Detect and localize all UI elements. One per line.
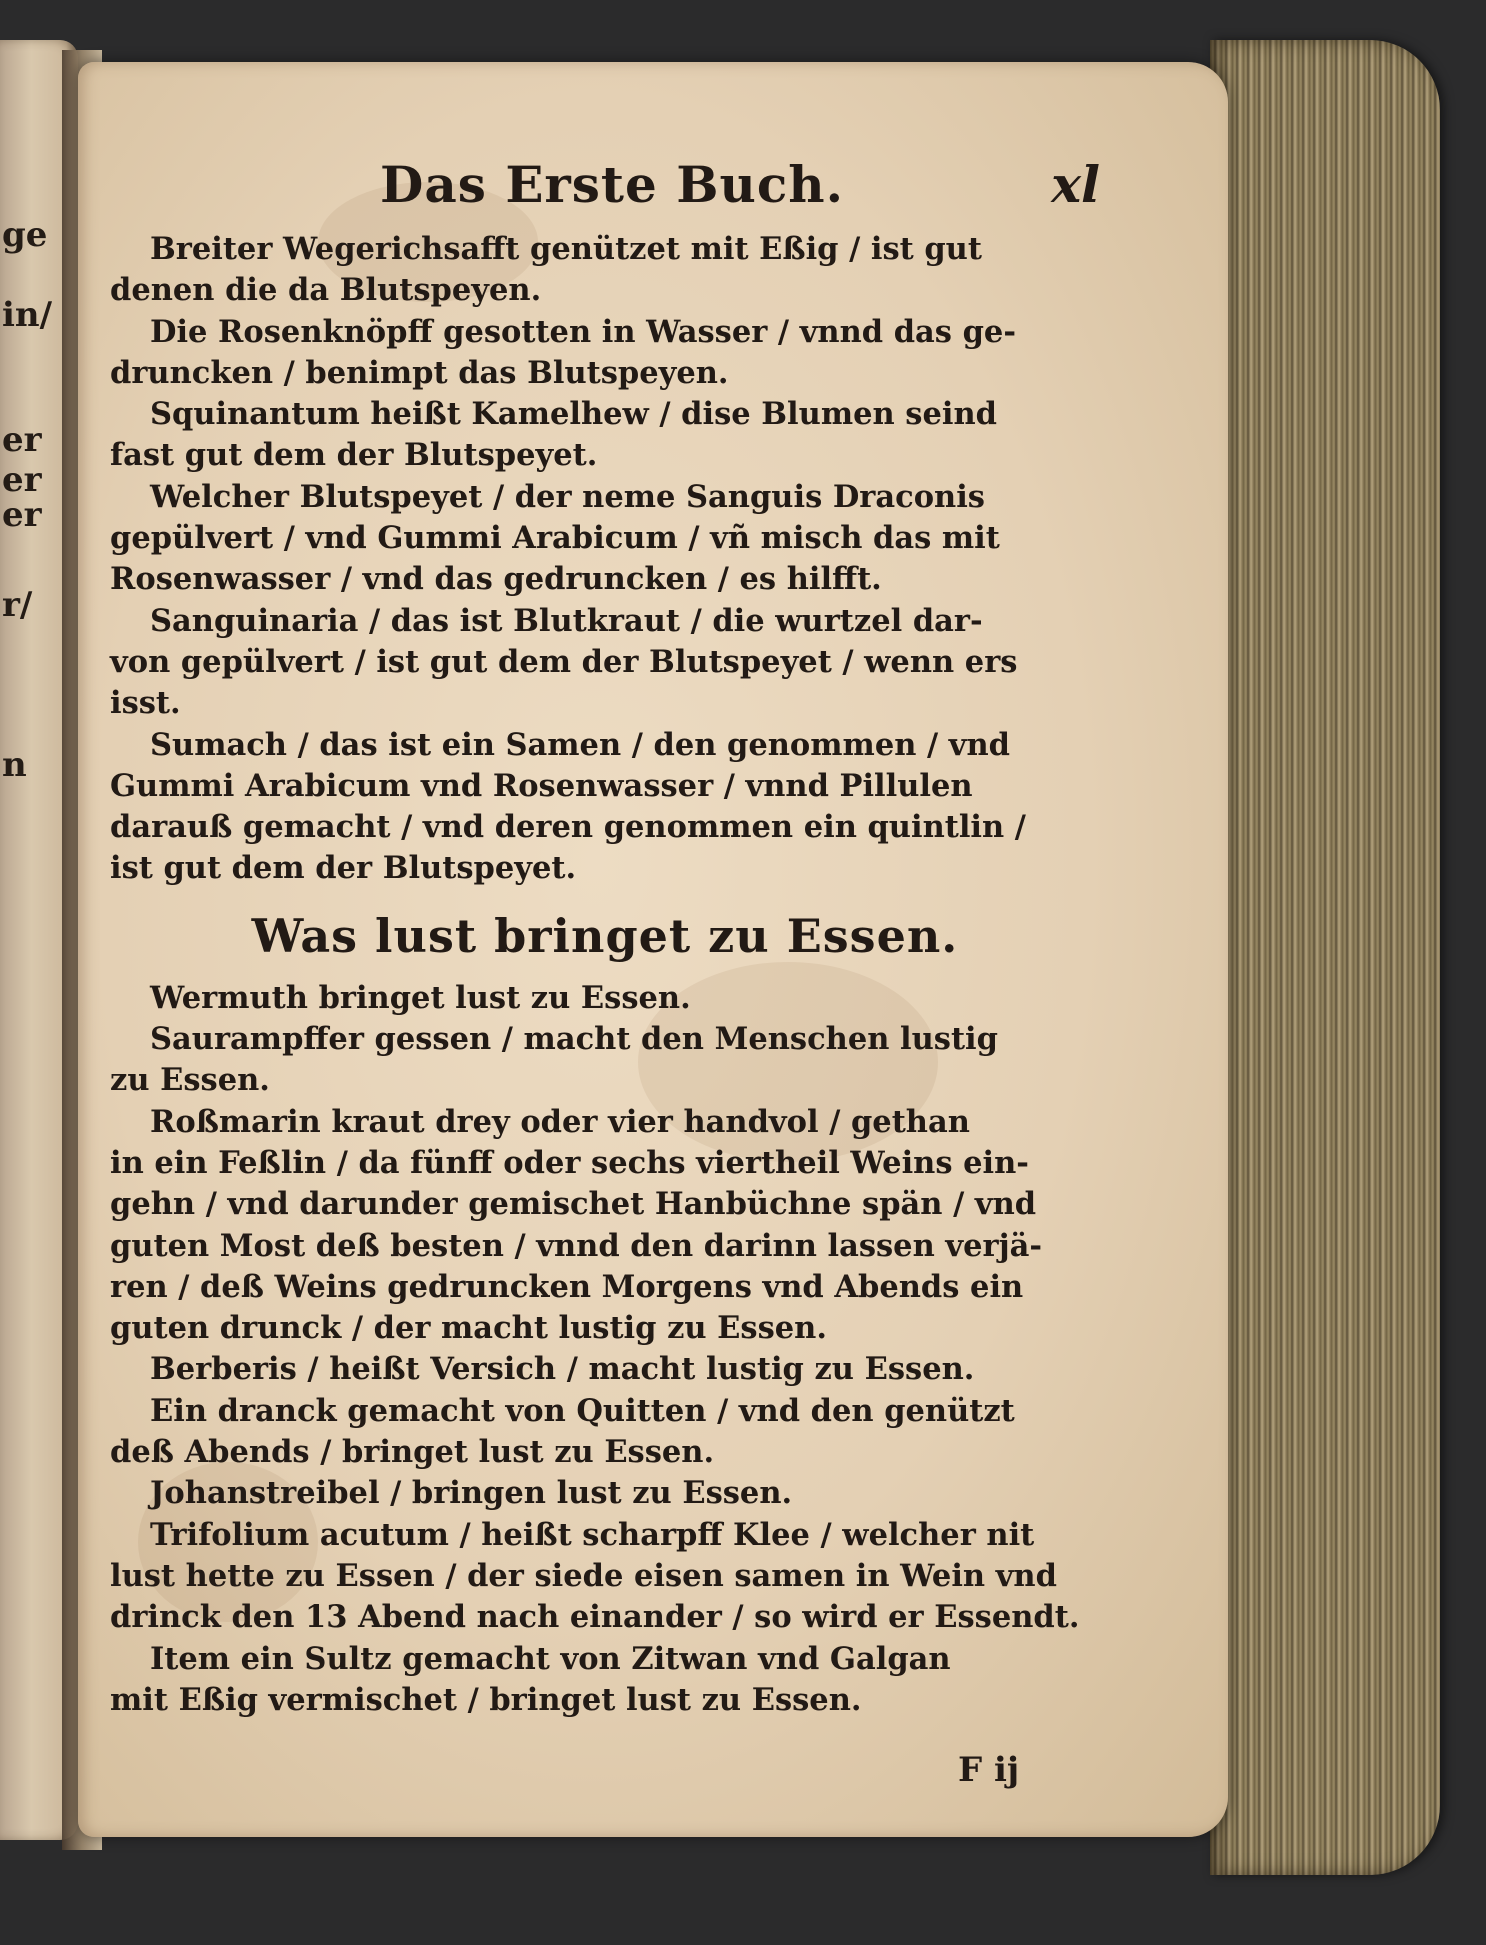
text-line: gepülvert / vnd Gummi Arabicum / vñ misch das mit: [110, 520, 1000, 557]
left-page-fragment: er: [2, 460, 42, 500]
text-line: darauß gemacht / vnd deren genommen ein quintlin /: [110, 809, 1026, 846]
text-line: Sanguinaria / das ist Blutkraut / die wurtzel dar-: [150, 602, 983, 639]
text-line: Rosenwasser / vnd das gedruncken / es hilfft.: [110, 561, 882, 598]
text-line: fast gut dem der Blutspeyet.: [110, 437, 598, 474]
folio-number: xl: [1051, 155, 1100, 214]
section-appetite: [110, 978, 1100, 1721]
text-line: Squinantum heißt Kamelhew / dise Blumen seind: [150, 396, 997, 433]
running-header-title: Das Erste Buch.: [380, 155, 845, 214]
text-line: druncken / benimpt das Blutspeyen.: [110, 354, 729, 391]
text-line: Wermuth bringet lust zu Essen.: [150, 979, 691, 1016]
text-line: ren / deß Weins gedruncken Morgens vnd Abends ein: [110, 1268, 1024, 1305]
text-line: von gepülvert / ist gut dem der Blutspeyet / wenn ers: [110, 643, 1018, 680]
section-heading: Was lust bringet zu Essen.: [251, 908, 959, 963]
running-header: [110, 155, 1100, 225]
page-text: [110, 155, 1100, 1721]
text-line: denen die da Blutspeyen.: [110, 272, 542, 309]
text-line: Item ein Sultz gemacht von Zitwan vnd Galgan: [150, 1640, 951, 1677]
signature-mark: F ij: [958, 1750, 1020, 1790]
text-line: guten drunck / der macht lustig zu Essen.: [110, 1310, 827, 1347]
left-page-fragment: n: [2, 745, 27, 785]
text-line: lust hette zu Essen / der siede eisen samen in Wein vnd: [110, 1557, 1057, 1594]
text-line: mit Eßig vermischet / bringet lust zu Essen.: [110, 1681, 862, 1718]
text-line: deß Abends / bringet lust zu Essen.: [110, 1434, 715, 1471]
text-line: Trifolium acutum / heißt scharpff Klee / welcher nit: [150, 1516, 1035, 1553]
text-line: Johanstreibel / bringen lust zu Essen.: [150, 1475, 793, 1512]
left-page-fragment: in/: [2, 295, 53, 335]
text-line: Roßmarin kraut drey oder vier handvol / gethan: [150, 1103, 970, 1140]
text-line: Saurampffer gessen / macht den Menschen lustig: [150, 1021, 998, 1058]
text-line: Breiter Wegerichsafft genützet mit Eßig / ist gut: [150, 231, 982, 267]
left-page-fragment: r/: [2, 585, 33, 625]
left-page-fragment: ge: [2, 215, 48, 255]
text-line: in ein Feßlin / da fünff oder sechs viertheil Weins ein-: [110, 1144, 1029, 1181]
text-line: zu Essen.: [110, 1062, 270, 1099]
text-line: Die Rosenknöpff gesotten in Wasser / vnnd das ge-: [150, 313, 1016, 350]
text-line: ist gut dem der Blutspeyet.: [110, 850, 577, 887]
text-line: drinck den 13 Abend nach einander / so wird er Essendt.: [110, 1599, 1080, 1636]
section-blood-spitting: [110, 229, 1100, 890]
text-line: Sumach / das ist ein Samen / den genommen / vnd: [150, 726, 1011, 763]
text-line: guten Most deß besten / vnnd den darinn lassen verjä-: [110, 1227, 1043, 1264]
text-line: Ein dranck gemacht von Quitten / vnd den genützt: [150, 1392, 1015, 1429]
left-page-fragment: er: [2, 495, 42, 535]
text-line: Welcher Blutspeyet / der neme Sanguis Draconis: [150, 478, 985, 515]
left-page-fragment: er: [2, 420, 42, 460]
text-line: gehn / vnd darunder gemischet Hanbüchne spän / vnd: [110, 1186, 1037, 1223]
page-edges: [1210, 40, 1440, 1875]
text-line: isst.: [110, 685, 181, 722]
text-line: Gummi Arabicum vnd Rosenwasser / vnnd Pillulen: [110, 767, 973, 804]
text-line: Berberis / heißt Versich / macht lustig zu Essen.: [150, 1351, 975, 1388]
